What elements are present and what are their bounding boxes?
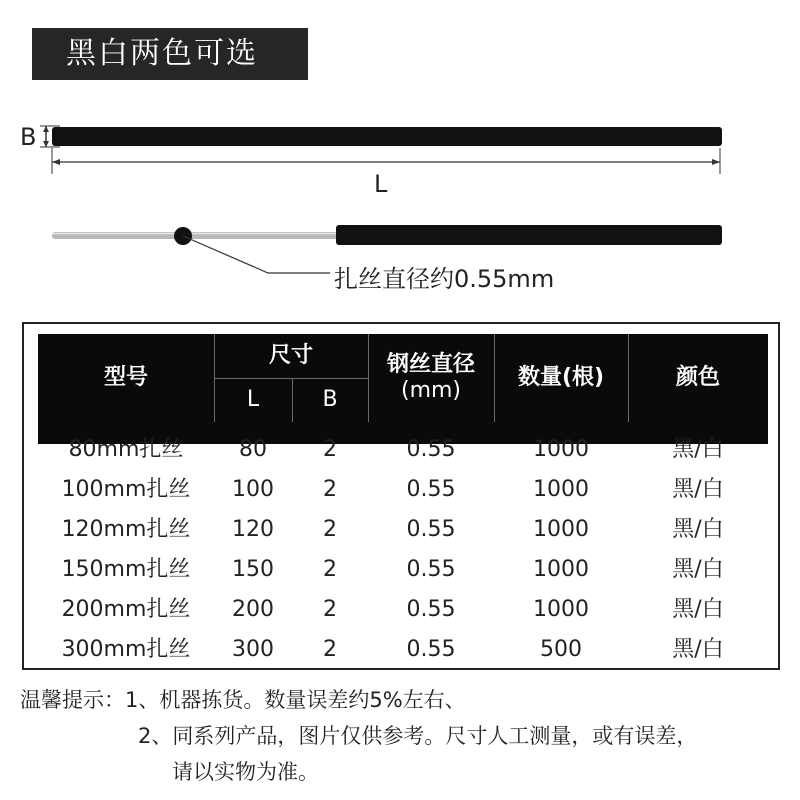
header-color: 颜色: [675, 364, 720, 390]
header-wire-diameter: [368, 334, 494, 422]
cell-model: 100mm扎丝: [61, 477, 191, 502]
cell-l: 80: [239, 437, 267, 462]
cell-color: 黑/白: [672, 517, 724, 542]
l-arrow-left-icon: [52, 159, 60, 165]
twist-tie-black-bar-2: [336, 225, 722, 245]
cell-color: 黑/白: [672, 637, 724, 662]
wire-leader-line: [183, 236, 330, 273]
cell-diameter: 0.55: [406, 437, 456, 462]
cell-model: 80mm扎丝: [68, 437, 184, 462]
l-arrow-right-icon: [712, 159, 720, 165]
header-size: 尺寸: [268, 342, 313, 368]
cell-diameter: 0.55: [406, 557, 456, 582]
banner-title: 黑白两色可选: [32, 28, 308, 80]
table-row: [24, 630, 778, 670]
tip-line-3: 请以实物为准。: [172, 760, 319, 784]
cell-quantity: 1000: [533, 517, 589, 542]
header-model: 型号: [103, 364, 148, 390]
cell-color: 黑/白: [672, 597, 724, 622]
tip-line-1: 温馨提示：1、机器拣货。数量误差约5%左右、: [20, 688, 466, 712]
cell-l: 100: [232, 477, 274, 502]
cell-model: 150mm扎丝: [61, 557, 191, 582]
cell-quantity: 1000: [533, 557, 589, 582]
table-row: [24, 510, 778, 550]
twist-tie-black-bar: [52, 127, 722, 146]
cell-quantity: 500: [540, 637, 582, 662]
cell-b: 2: [323, 637, 337, 662]
label-l: L: [374, 170, 388, 198]
table-header: [38, 334, 768, 444]
cell-model: 300mm扎丝: [61, 637, 191, 662]
table-row: [24, 550, 778, 590]
cell-b: 2: [323, 437, 337, 462]
spec-table: [22, 322, 780, 670]
header-size-l: L: [246, 386, 260, 412]
cell-color: 黑/白: [672, 437, 724, 462]
cell-b: 2: [323, 597, 337, 622]
cell-b: 2: [323, 557, 337, 582]
tip-line-2: 2、同系列产品，图片仅供参考。尺寸人工测量，或有误差，: [138, 724, 698, 748]
cell-quantity: 1000: [533, 477, 589, 502]
table-body: [24, 430, 778, 670]
header-quantity: 数量(根): [517, 364, 605, 390]
b-arrow-down-icon: [43, 141, 49, 147]
label-b: B: [20, 123, 37, 151]
table-row: [24, 470, 778, 510]
cell-quantity: 1000: [533, 597, 589, 622]
cell-b: 2: [323, 477, 337, 502]
table-row: [24, 590, 778, 630]
cell-l: 200: [232, 597, 274, 622]
table-row: [24, 430, 778, 470]
cell-model: 120mm扎丝: [61, 517, 191, 542]
cell-diameter: 0.55: [406, 637, 456, 662]
cell-quantity: 1000: [533, 437, 589, 462]
cell-diameter: 0.55: [406, 517, 456, 542]
header-size-b: B: [322, 386, 338, 412]
cell-l: 120: [232, 517, 274, 542]
wire-diameter-label: 扎丝直径约0.55mm: [334, 265, 555, 293]
cell-l: 300: [232, 637, 274, 662]
cell-diameter: 0.55: [406, 477, 456, 502]
header-wire-diameter-line2: (mm): [400, 378, 462, 403]
cell-color: 黑/白: [672, 557, 724, 582]
b-arrow-up-icon: [43, 126, 49, 132]
cell-model: 200mm扎丝: [61, 597, 191, 622]
cell-l: 150: [232, 557, 274, 582]
cell-b: 2: [323, 517, 337, 542]
header-wire-diameter-line1: 钢丝直径: [386, 351, 475, 377]
cell-color: 黑/白: [672, 477, 724, 502]
cell-diameter: 0.55: [406, 597, 456, 622]
